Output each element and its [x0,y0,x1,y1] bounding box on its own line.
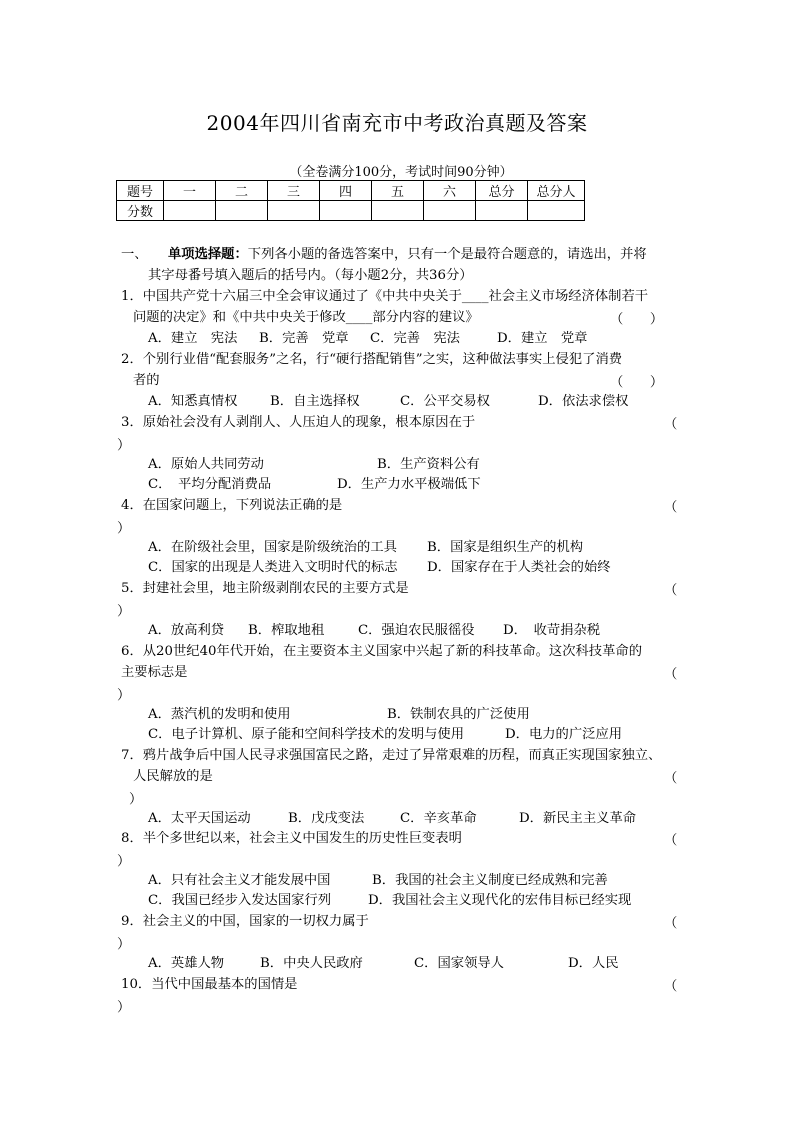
option-a: A．知悉真情权 [148,394,238,409]
option-c: C．强迫农民服徭役 [358,623,475,638]
option-c: C．国家的出现是人类进入文明时代的标志 [148,560,398,575]
option-a: A．放高利贷 [148,623,225,638]
option-c: C．辛亥革命 [400,811,477,826]
question-6-text-cont: 主要标志是 [121,665,188,680]
answer-blank-open[interactable]: （ [664,583,678,598]
question-5-text: 5．封建社会里，地主阶级剥削农民的主要方式是 [121,581,409,596]
score-cell[interactable] [528,201,585,221]
answer-blank-close: ） [117,1000,131,1015]
option-b: B．我国的社会主义制度已经成熟和完善 [372,873,608,888]
option-d: D．新民主主义革命 [519,811,637,826]
question-1-text: 1．中国共产党十六届三中全会审议通过了《中共中央关于____社会主义市场经济体制若干 [121,289,649,304]
option-a: A．蒸汽机的发明和使用 [148,707,291,722]
option-b: B．完善 党章 [259,331,349,346]
question-3-text: 3．原始社会没有人剥削人、人压迫人的现象，根本原因在于 [121,415,476,430]
question-8-text: 8．半个多世纪以来，社会主义中国发生的历史性巨变表明 [121,831,462,846]
answer-blank-close: ） [117,438,131,453]
answer-blank-close: ） [117,854,131,869]
question-4-text: 4．在国家问题上，下列说法正确的是 [121,498,343,513]
option-d: D．我国社会主义现代化的宏伟目标已经实现 [368,893,632,908]
option-c: C．我国已经步入发达国家行列 [148,893,332,908]
option-a: A．在阶级社会里，国家是阶级统治的工具 [148,540,397,555]
option-a: A．英雄人物 [148,956,225,971]
header-cell: 六 [424,181,476,201]
option-c: C．电子计算机、原子能和空间科学技术的发明与使用 [148,727,465,742]
option-a: A．建立 宪法 [148,331,238,346]
answer-blank-open[interactable]: （ [664,833,678,848]
section-instructions [168,245,647,265]
option-d: D．依法求偿权 [538,394,629,409]
section-instructions-line2: 其字母番号填入题后的括号内。（每小题2分，共36分） [148,268,473,283]
option-b: B．戊戌变法 [288,811,365,826]
header-cell: 总分人 [528,181,585,201]
header-cell: 题号 [117,181,164,201]
header-cell: 三 [268,181,320,201]
score-table-header-row [117,181,585,201]
score-cell[interactable] [268,201,320,221]
option-b: B．生产资料公有 [377,457,480,472]
option-d: D．生产力水平极端低下 [337,477,481,492]
header-cell: 五 [372,181,424,201]
question-10-text: 10．当代中国最基本的国情是 [121,977,298,992]
exam-info: （全卷满分100分，考试时间90分钟） [289,165,513,180]
answer-blank-open[interactable]: （ [664,916,678,931]
option-b: B．铁制农具的广泛使用 [387,707,530,722]
header-cell: 二 [216,181,268,201]
section-heading: 单项选择题： [168,247,248,262]
option-c: C． 平均分配消费品 [148,477,272,492]
option-a: A．太平天国运动 [148,811,251,826]
option-d: D．人民 [568,956,619,971]
answer-blank[interactable]: （ ） [610,375,664,390]
question-6-text: 6．从20世纪40年代开始，在主要资本主义国家中兴起了新的科技革命。这次科技革命的 [121,644,642,659]
answer-blank-open[interactable]: （ [664,667,678,682]
answer-blank-close: ） [117,688,131,703]
option-c: C．国家领导人 [414,956,504,971]
score-cell[interactable] [372,201,424,221]
option-b: B．中央人民政府 [260,956,363,971]
option-b: B．国家是组织生产的机构 [427,540,584,555]
section-number: 一、 [121,247,148,262]
question-9-text: 9．社会主义的中国，国家的一切权力属于 [121,914,369,929]
question-7-text: 7．鸦片战争后中国人民寻求强国富民之路，走过了异常艰难的历程，而真正实现国家独立、 [121,748,662,763]
score-cell[interactable] [424,201,476,221]
option-d: D．国家存在于人类社会的始终 [427,560,611,575]
answer-blank-close: ） [117,521,131,536]
question-2-text-cont: 者的 [133,373,160,388]
score-cell[interactable] [216,201,268,221]
answer-blank-open[interactable]: （ [664,979,678,994]
option-c: C．完善 宪法 [370,331,460,346]
score-table-score-row [117,201,585,221]
answer-blank-open[interactable]: （ [664,500,678,515]
answer-blank-open[interactable]: （ [664,417,678,432]
page-title: 2004年四川省南充市中考政治真题及答案 [206,111,588,135]
option-d: D． 收苛捐杂税 [503,623,601,638]
answer-blank-open[interactable]: （ [664,771,678,786]
answer-blank-close: ） [129,792,143,807]
answer-blank-close: ） [117,604,131,619]
score-cell[interactable] [476,201,528,221]
option-a: A．只有社会主义才能发展中国 [148,873,331,888]
header-cell: 四 [320,181,372,201]
header-cell: 一 [164,181,216,201]
option-a: A．原始人共同劳动 [148,457,264,472]
option-c: C．公平交易权 [400,394,490,409]
row-label-cell: 分数 [117,201,164,221]
question-7-text-cont: 人民解放的是 [133,769,213,784]
score-cell[interactable] [164,201,216,221]
score-table [116,180,585,221]
question-2-text: 2．个别行业借“配套服务”之名，行“硬行搭配销售”之实，这种做法事实上侵犯了消费 [121,352,623,367]
score-cell[interactable] [320,201,372,221]
option-d: D．电力的广泛应用 [505,727,623,742]
section-instructions-line1: 下列各小题的备选答案中，只有一个是最符合题意的，请选出，并将 [247,247,647,262]
answer-blank[interactable]: （ ） [610,312,664,327]
option-b: B．自主选择权 [270,394,360,409]
option-d: D．建立 党章 [497,331,588,346]
question-1-text-cont: 问题的决定》和《中共中央关于修改____部分内容的建议》 [133,310,479,325]
answer-blank-close: ） [117,937,131,952]
header-cell: 总分 [476,181,528,201]
option-b: B．榨取地租 [248,623,325,638]
